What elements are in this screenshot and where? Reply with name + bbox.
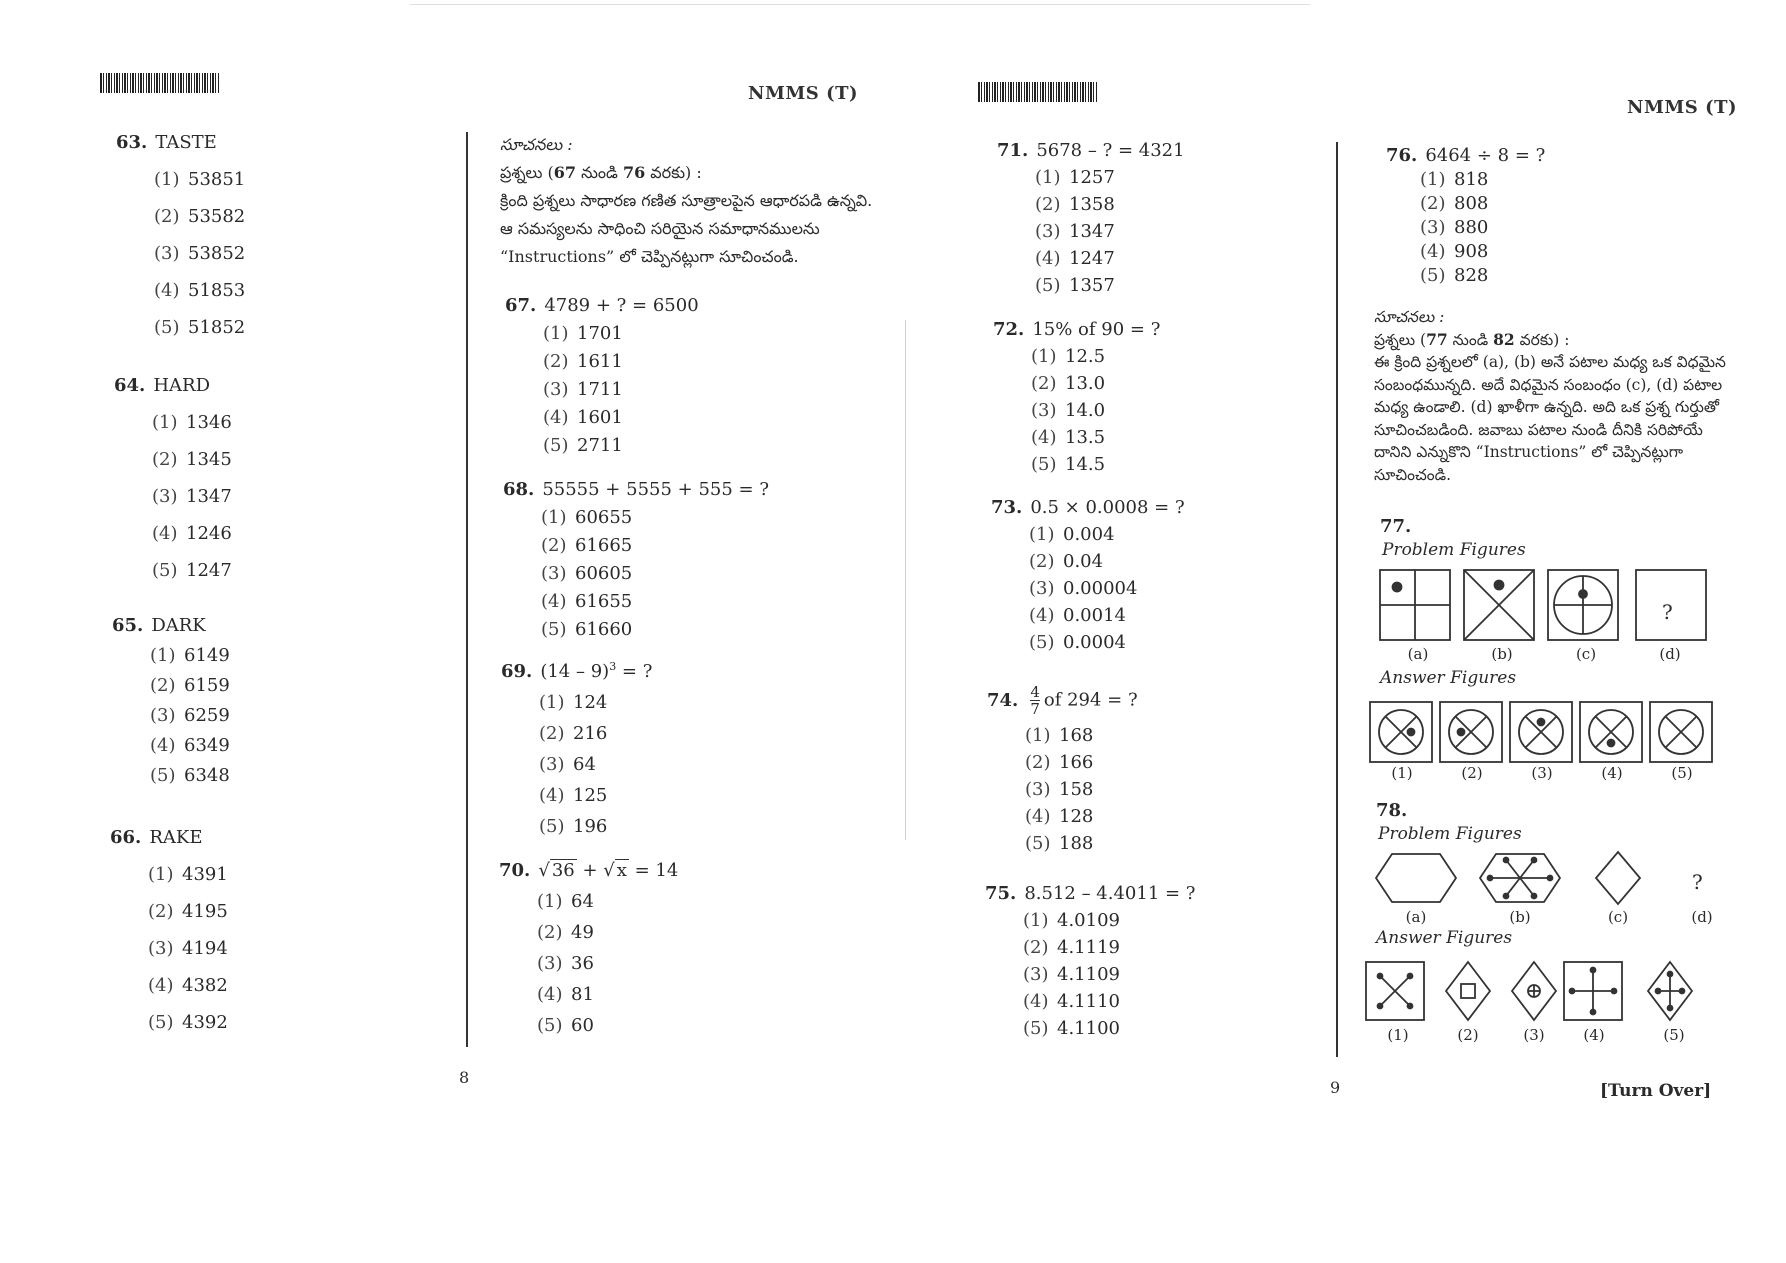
option-number: (3): [1031, 400, 1057, 421]
option-number: (4): [537, 984, 563, 1005]
question-stem: TASTE: [155, 132, 217, 153]
option-value: 0.04: [1063, 551, 1104, 572]
question-71: [997, 140, 1185, 296]
instructions-77-82: [1374, 306, 1726, 486]
option-value: 1601: [577, 407, 623, 428]
instructions-line: సంబంధమున్నది. అదే విధమైన సంబంధం (c), (d) పటాల: [1374, 375, 1723, 394]
option-value: 4.1100: [1057, 1018, 1120, 1039]
option-value: 158: [1059, 779, 1094, 800]
question-78-number: 78.: [1376, 800, 1408, 821]
option-value: 1358: [1069, 194, 1115, 215]
option-value: 12.5: [1065, 346, 1106, 367]
option-value: 1701: [577, 323, 623, 344]
barcode: [978, 82, 1098, 102]
option-value: 808: [1454, 193, 1489, 214]
page-fold: [905, 320, 906, 840]
option-value: 0.0014: [1063, 605, 1126, 626]
option-number: (5): [1420, 265, 1446, 286]
question-stem: √ 36 + √ x = 14: [538, 860, 679, 881]
question-number: 76.: [1386, 145, 1418, 166]
option-value: 4382: [182, 975, 228, 996]
instructions-range: ప్రశ్నలు (77 నుండి 82 వరకు) :: [1374, 329, 1570, 349]
option-value: 1711: [577, 379, 623, 400]
option-value: 4.0109: [1057, 910, 1120, 931]
instructions-line: ఆ సమస్యలను సాధించి సరియైన సమాధానములను: [500, 219, 820, 238]
option-value: 53582: [188, 206, 246, 227]
question-stem: 4789 + ? = 6500: [544, 295, 699, 316]
option-number: (5): [537, 1015, 563, 1036]
option-number: (2): [1023, 937, 1049, 958]
question-number: 65.: [112, 615, 144, 636]
option-number: (1): [1029, 524, 1055, 545]
instructions-line: ఈ క్రింది ప్రశ్నలలో (a), (b) అనే పటాల మధ్య ఒక విధమైన: [1374, 353, 1726, 371]
option-number: (3): [152, 486, 178, 507]
option-value: 1247: [1069, 248, 1115, 269]
option-number: (1): [543, 323, 569, 344]
figure-caption: (a): [1405, 908, 1427, 926]
question-number: 72.: [993, 319, 1025, 340]
option-value: 1345: [186, 449, 232, 470]
option-value: 64: [571, 891, 594, 912]
option-value: 53851: [188, 169, 246, 190]
option-number: (2): [1420, 193, 1446, 214]
instructions-line: సూచించబడింది. జవాబు పటాల నుండి దీనికి సరిపోయే: [1374, 420, 1703, 439]
paper-code: NMMS (T): [1627, 97, 1737, 118]
option-number: (4): [154, 280, 180, 301]
question-number: 68.: [503, 479, 535, 500]
page-number: 9: [1330, 1078, 1341, 1097]
option-number: (4): [148, 975, 174, 996]
option-number: (1): [541, 507, 567, 528]
figure-caption: (c): [1607, 908, 1629, 926]
option-value: 14.0: [1065, 400, 1106, 421]
option-number: (3): [537, 953, 563, 974]
answer-figure-2: [1440, 702, 1502, 762]
instructions-67-76: [500, 131, 872, 271]
option-value: 14.5: [1065, 454, 1106, 475]
option-number: (5): [541, 619, 567, 640]
option-number: (3): [1023, 964, 1049, 985]
option-value: 6348: [184, 765, 230, 786]
problem-figures-label: Problem Figures: [1378, 824, 1522, 844]
option-value: 51852: [188, 317, 246, 338]
option-value: 4391: [182, 864, 228, 885]
option-value: 61660: [575, 619, 633, 640]
figure-caption: (3): [1531, 764, 1553, 782]
option-number: (5): [1023, 1018, 1049, 1039]
option-value: 6159: [184, 675, 230, 696]
option-value: 4.1119: [1057, 937, 1120, 958]
option-number: (2): [1029, 551, 1055, 572]
option-number: (1): [152, 412, 178, 433]
answer-figure-2: [1446, 962, 1490, 1020]
question-number: 75.: [985, 883, 1017, 904]
option-value: 168: [1059, 725, 1094, 746]
option-value: 188: [1059, 833, 1094, 854]
answer-figure-4: [1580, 702, 1642, 762]
option-value: 818: [1454, 169, 1489, 190]
option-value: 128: [1059, 806, 1094, 827]
option-number: (5): [1029, 632, 1055, 653]
figure-caption: (c): [1575, 645, 1597, 663]
option-number: (3): [154, 243, 180, 264]
question-number: 73.: [991, 497, 1023, 518]
question-70: [499, 860, 678, 1036]
problem-figures-label: Problem Figures: [1382, 540, 1526, 560]
option-value: 1357: [1069, 275, 1115, 296]
question-number: 67.: [505, 295, 537, 316]
option-value: 216: [573, 723, 608, 744]
option-number: (5): [539, 816, 565, 837]
barcode: [100, 73, 220, 93]
missing-figure-mark: ?: [1662, 600, 1673, 624]
answer-figures-77: [1368, 700, 1718, 766]
option-value: 60: [571, 1015, 594, 1036]
figure-a: [1376, 854, 1456, 902]
question-75: [985, 883, 1195, 1039]
option-number: (1): [1035, 167, 1061, 188]
answer-figures-label: Answer Figures: [1376, 928, 1513, 948]
option-number: (4): [1029, 605, 1055, 626]
figure-c: [1596, 852, 1640, 904]
option-number: (5): [1035, 275, 1061, 296]
question-65: [112, 615, 230, 786]
instructions-line: క్రింది ప్రశ్నలు సాధారణ గణిత సూత్రాలపైన ఆధారపడి ఉన్నవి.: [500, 191, 873, 210]
figure-caption: (d): [1691, 908, 1713, 926]
instructions-line: మధ్య ఉండాలి. (d) ఖాళీగా ఉన్నది. అది ఒక ప్రశ్న గుర్తుతో: [1374, 398, 1720, 416]
option-number: (2): [148, 901, 174, 922]
option-value: 6259: [184, 705, 230, 726]
option-value: 64: [573, 754, 596, 775]
question-stem: of 294 = ?: [1043, 689, 1138, 711]
option-number: (3): [543, 379, 569, 400]
question-number: 71.: [997, 140, 1029, 161]
option-number: (4): [1023, 991, 1049, 1012]
column-divider: [466, 132, 468, 1047]
option-number: (2): [541, 535, 567, 556]
question-stem: 8.512 – 4.4011 = ?: [1024, 883, 1196, 904]
instructions-line: సూచించండి.: [1374, 465, 1452, 484]
question-stem: RAKE: [149, 827, 203, 848]
figure-a: [1380, 570, 1450, 640]
question-number: 63.: [116, 132, 148, 153]
question-stem: 6464 ÷ 8 = ?: [1425, 145, 1546, 166]
option-number: (4): [1031, 427, 1057, 448]
option-number: (5): [154, 317, 180, 338]
option-value: 0.004: [1063, 524, 1115, 545]
problem-figures-78: [1372, 848, 1712, 910]
answer-figure-1: [1370, 702, 1432, 762]
option-value: 49: [571, 922, 594, 943]
question-number: 69.: [501, 661, 533, 682]
figure-b: [1480, 854, 1560, 902]
option-value: 1257: [1069, 167, 1115, 188]
option-number: (2): [1031, 373, 1057, 394]
option-number: (3): [150, 705, 176, 726]
option-value: 1347: [1069, 221, 1115, 242]
figure-caption: (4): [1583, 1026, 1605, 1044]
option-number: (1): [1420, 169, 1446, 190]
figure-caption: (5): [1663, 1026, 1685, 1044]
question-stem: HARD: [153, 375, 211, 396]
option-value: 124: [573, 692, 608, 713]
option-number: (5): [150, 765, 176, 786]
option-number: (1): [537, 891, 563, 912]
question-number: 70.: [499, 860, 531, 881]
answer-figure-3: [1512, 962, 1556, 1020]
option-number: (1): [154, 169, 180, 190]
option-value: 908: [1454, 241, 1489, 262]
option-value: 4.1109: [1057, 964, 1120, 985]
option-number: (3): [1420, 217, 1446, 238]
option-number: (1): [1031, 346, 1057, 367]
question-number: 64.: [114, 375, 146, 396]
option-value: 0.0004: [1063, 632, 1126, 653]
instructions-line: దానిని ఎన్నుకొని “Instructions” లో చెప్పినట్లుగా: [1374, 443, 1684, 461]
question-69: [501, 660, 652, 837]
turn-over-note: [Turn Over]: [1600, 1081, 1712, 1101]
option-value: 60605: [575, 563, 633, 584]
option-value: 36: [571, 953, 594, 974]
option-value: 4392: [182, 1012, 228, 1033]
instructions-line: “Instructions” లో చెప్పినట్లుగా సూచించండి.: [500, 247, 799, 266]
option-value: 81: [571, 984, 594, 1005]
question-stem: DARK: [151, 615, 206, 636]
option-number: (1): [150, 645, 176, 666]
option-number: (4): [539, 785, 565, 806]
page-number: 8: [459, 1068, 470, 1087]
answer-figure-5: [1650, 702, 1712, 762]
option-number: (5): [152, 560, 178, 581]
option-value: 6149: [184, 645, 230, 666]
question-67: [505, 295, 699, 456]
option-number: (3): [541, 563, 567, 584]
scan-edge: [410, 4, 1310, 5]
option-number: (5): [543, 435, 569, 456]
question-stem: 0.5 × 0.0008 = ?: [1030, 497, 1185, 518]
instructions-range: ప్రశ్నలు (67 నుండి 76 వరకు) :: [500, 163, 702, 182]
paper-code: NMMS (T): [748, 83, 858, 104]
option-number: (5): [1031, 454, 1057, 475]
option-value: 61665: [575, 535, 633, 556]
option-number: (2): [543, 351, 569, 372]
option-number: (5): [1025, 833, 1051, 854]
option-value: 1347: [186, 486, 232, 507]
option-value: 828: [1454, 265, 1489, 286]
option-number: (5): [148, 1012, 174, 1033]
option-number: (1): [539, 692, 565, 713]
option-number: (1): [1025, 725, 1051, 746]
question-77-number: 77.: [1380, 516, 1412, 537]
answer-figure-4: [1564, 962, 1622, 1020]
option-value: 6349: [184, 735, 230, 756]
question-73: [991, 497, 1185, 653]
option-value: 4.1110: [1057, 991, 1120, 1012]
option-number: (1): [148, 864, 174, 885]
option-number: (2): [152, 449, 178, 470]
instructions-title: సూచనలు :: [500, 135, 573, 154]
option-value: 196: [573, 816, 608, 837]
option-value: 13.0: [1065, 373, 1106, 394]
question-74: [987, 684, 1138, 854]
option-number: (4): [541, 591, 567, 612]
option-number: (2): [1025, 752, 1051, 773]
question-number: 74.: [987, 689, 1019, 711]
option-value: 0.00004: [1063, 578, 1138, 599]
option-number: (2): [154, 206, 180, 227]
option-number: (4): [543, 407, 569, 428]
option-number: (4): [1025, 806, 1051, 827]
option-number: (4): [1035, 248, 1061, 269]
question-63: [116, 132, 245, 338]
answer-figures-78: [1364, 960, 1724, 1026]
figure-caption: (b): [1509, 908, 1531, 926]
question-64: [114, 375, 232, 581]
question-stem: (14 – 9)$^3$ = ?: [540, 660, 653, 682]
option-number: (2): [539, 723, 565, 744]
option-number: (3): [148, 938, 174, 959]
option-value: 53852: [188, 243, 246, 264]
option-value: 4195: [182, 901, 228, 922]
answer-figure-3: [1510, 702, 1572, 762]
option-number: (3): [1029, 578, 1055, 599]
figure-caption: (3): [1523, 1026, 1545, 1044]
option-number: (4): [150, 735, 176, 756]
answer-figures-label: Answer Figures: [1380, 668, 1517, 688]
option-value: 13.5: [1065, 427, 1106, 448]
option-value: 880: [1454, 217, 1489, 238]
figure-caption: (2): [1457, 1026, 1479, 1044]
answer-figure-5: [1648, 962, 1692, 1020]
option-value: 60655: [575, 507, 633, 528]
question-68: [503, 479, 769, 640]
figure-b: [1464, 570, 1534, 640]
option-number: (3): [1025, 779, 1051, 800]
option-value: 1346: [186, 412, 232, 433]
figure-caption: (1): [1387, 1026, 1409, 1044]
option-value: 1247: [186, 560, 232, 581]
option-value: 4194: [182, 938, 228, 959]
instructions-title: సూచనలు :: [1374, 308, 1445, 326]
option-value: 61655: [575, 591, 633, 612]
figure-caption: (1): [1391, 764, 1413, 782]
question-76: [1386, 145, 1545, 286]
figure-caption: (b): [1491, 645, 1513, 663]
figure-caption: (5): [1671, 764, 1693, 782]
option-value: 2711: [577, 435, 623, 456]
question-72: [993, 319, 1160, 475]
question-stem: 15% of 90 = ?: [1032, 319, 1161, 340]
option-value: 51853: [188, 280, 246, 301]
option-number: (2): [537, 922, 563, 943]
option-number: (4): [152, 523, 178, 544]
option-value: 166: [1059, 752, 1094, 773]
figure-caption: (a): [1407, 645, 1429, 663]
option-value: 1246: [186, 523, 232, 544]
option-number: (2): [150, 675, 176, 696]
figure-caption: (d): [1659, 645, 1681, 663]
figure-caption: (4): [1601, 764, 1623, 782]
column-divider: [1336, 142, 1338, 1057]
option-value: 125: [573, 785, 608, 806]
question-stem: 5678 – ? = 4321: [1036, 140, 1185, 161]
missing-figure-mark: ?: [1692, 870, 1703, 894]
option-number: (1): [1023, 910, 1049, 931]
question-66: [110, 827, 228, 1033]
option-number: (4): [1420, 241, 1446, 262]
option-number: (2): [1035, 194, 1061, 215]
option-number: (3): [1035, 221, 1061, 242]
question-stem: 55555 + 5555 + 555 = ?: [542, 479, 769, 500]
question-number: 66.: [110, 827, 142, 848]
option-value: 1611: [577, 351, 623, 372]
figure-caption: (2): [1461, 764, 1483, 782]
answer-figure-1: [1366, 962, 1424, 1020]
option-number: (3): [539, 754, 565, 775]
fraction: $\frac{4}{7}$: [1030, 683, 1040, 718]
figure-c: [1548, 570, 1618, 640]
